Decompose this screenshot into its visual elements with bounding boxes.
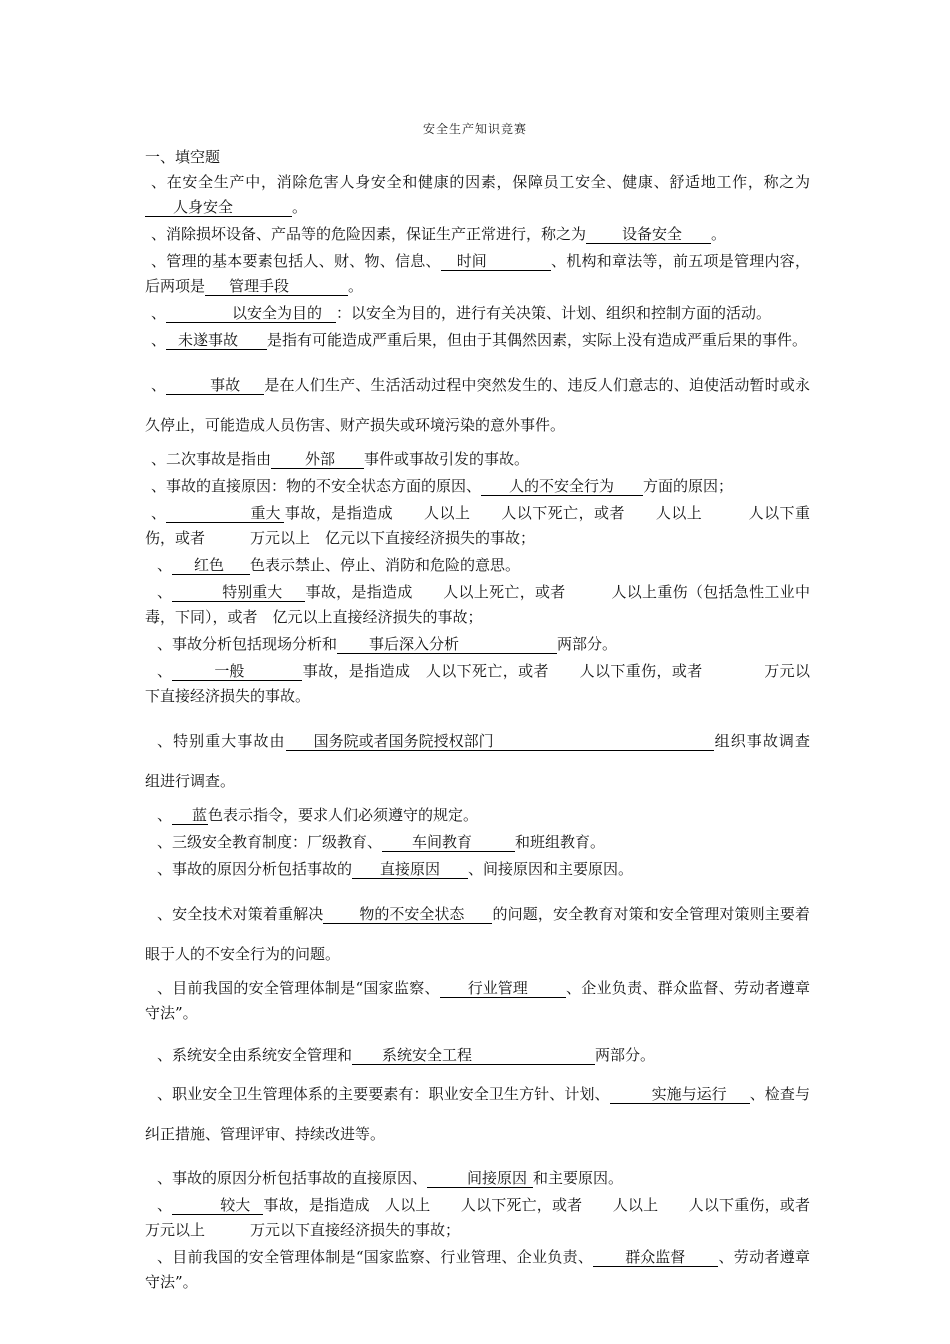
- question-list: [145, 170, 856, 1295]
- question-item: 、系统安全由系统安全管理和 系统安全工程 两部分。: [157, 1046, 656, 1064]
- answer-blank: 未遂事故: [166, 331, 267, 350]
- answer-blank: 较大: [172, 1196, 263, 1215]
- answer-blank: 事故: [166, 376, 264, 395]
- answer-blank: 直接原因: [352, 860, 468, 879]
- section-heading: 一、填空题: [145, 148, 221, 166]
- answer-blank: 蓝: [172, 806, 208, 825]
- question-item: 、职业安全卫生管理体系的主要要素有：职业安全卫生方针、计划、 实施与运行 、检查与纠正措施、管理评审、持续改进等。: [145, 1085, 810, 1143]
- question-item: 、事故分析包括现场分析和 事后深入分析 两部分。: [157, 635, 618, 653]
- question-item: 、 蓝色表示指令，要求人们必须遵守的规定。: [157, 806, 479, 824]
- answer-blank: 事后深入分析: [337, 635, 557, 654]
- answer-blank: 管理手段: [205, 277, 348, 296]
- answer-blank: 行业管理: [440, 979, 566, 998]
- question-item: 、 较大 事故，是指造成 人以上 人以下死亡，或者 人以上 人以下重伤，或者 万元以上 万元以下直接经济损失的事故；: [145, 1196, 856, 1239]
- answer-blank: 物的不安全状态: [323, 905, 492, 924]
- answer-blank: 间接原因: [427, 1169, 533, 1188]
- question-item: 、特别重大事故由 国务院或者国务院授权部门 组织事故调查组进行调查。: [145, 732, 810, 790]
- answer-blank: 以安全为目的: [166, 304, 336, 323]
- answer-blank: 人的不安全行为: [481, 477, 643, 496]
- answer-blank: 实施与运行: [610, 1085, 750, 1104]
- question-item: 、 未遂事故 是指有可能造成严重后果，但由于其偶然因素，实际上没有造成严重后果的事件。: [151, 331, 808, 349]
- answer-blank: 国务院或者国务院授权部门: [286, 732, 714, 751]
- question-item: 、管理的基本要素包括人、财、物、信息、 时间 、机构和章法等，前五项是管理内容，后两项是 管理手段 。: [145, 252, 810, 295]
- answer-blank: 特别重大: [172, 583, 305, 602]
- answer-blank: 外部: [271, 450, 364, 469]
- answer-blank: 一般: [172, 662, 302, 681]
- question-item: 、 重大 事故，是指造成 人以上 人以下死亡，或者 人以上 人以下重伤，或者 万元以上 亿元以下直接经济损失的事故；: [145, 504, 810, 547]
- answer-blank: 系统安全工程: [352, 1046, 595, 1065]
- question-item: 、 事故 是在人们生产、生活活动过程中突然发生的、违反人们意志的、迫使活动暂时或永久停止，可能造成人员伤害、财产损失或环境污染的意外事件。: [145, 376, 810, 434]
- answer-blank: 设备安全: [586, 225, 711, 244]
- answer-blank: 红色: [172, 556, 250, 575]
- answer-blank: 重大: [166, 504, 284, 523]
- answer-blank: 时间: [441, 252, 551, 271]
- question-item: 、目前我国的安全管理体制是“国家监察、 行业管理 、企业负责、群众监督、劳动者遵章守法”。: [145, 979, 810, 1022]
- question-item: 、 红色 色表示禁止、停止、消防和危险的意思。: [157, 556, 521, 574]
- question-item: 、消除损坏设备、产品等的危险因素，保证生产正常进行，称之为 设备安全 。: [151, 225, 727, 243]
- question-item: 、三级安全教育制度：厂级教育、 车间教育 和班组教育。: [157, 833, 606, 851]
- answer-blank: 人身安全: [145, 198, 292, 217]
- question-item: 、事故的原因分析包括事故的 直接原因 、间接原因和主要原因。: [157, 860, 634, 878]
- question-item: 、安全技术对策着重解决 物的不安全状态 的问题，安全教育对策和安全管理对策则主要着眼于人的不安全行为的问题。: [145, 905, 810, 963]
- document-title: 安全生产知识竞赛: [422, 122, 527, 136]
- question-item: 、 以安全为目的 ：以安全为目的，进行有关决策、计划、组织和控制方面的活动。: [151, 304, 772, 322]
- question-item: 、 特别重大 事故，是指造成 人以上死亡，或者 人以上重伤（包括急性工业中毒，下同），或者 亿元以上直接经济损失的事故；: [145, 583, 810, 626]
- question-item: 、事故的直接原因：物的不安全状态方面的原因、 人的不安全行为 方面的原因；: [151, 477, 734, 495]
- question-item: 、二次事故是指由 外部 事件或事故引发的事故。: [151, 450, 530, 468]
- answer-blank: 群众监督: [593, 1248, 718, 1267]
- question-item: 、事故的原因分析包括事故的直接原因、 间接原因 和主要原因。: [157, 1169, 624, 1187]
- question-item: 、目前我国的安全管理体制是“国家监察、行业管理、企业负责、 群众监督 、劳动者遵章守法”。: [145, 1248, 810, 1291]
- answer-blank: 车间教育: [382, 833, 515, 852]
- question-item: 、在安全生产中，消除危害人身安全和健康的因素，保障员工安全、健康、舒适地工作，称之为人身安全 。: [145, 170, 810, 220]
- question-item: 、 一般 事故，是指造成 人以下死亡，或者 人以下重伤，或者 万元以下直接经济损失的事故。: [145, 662, 810, 705]
